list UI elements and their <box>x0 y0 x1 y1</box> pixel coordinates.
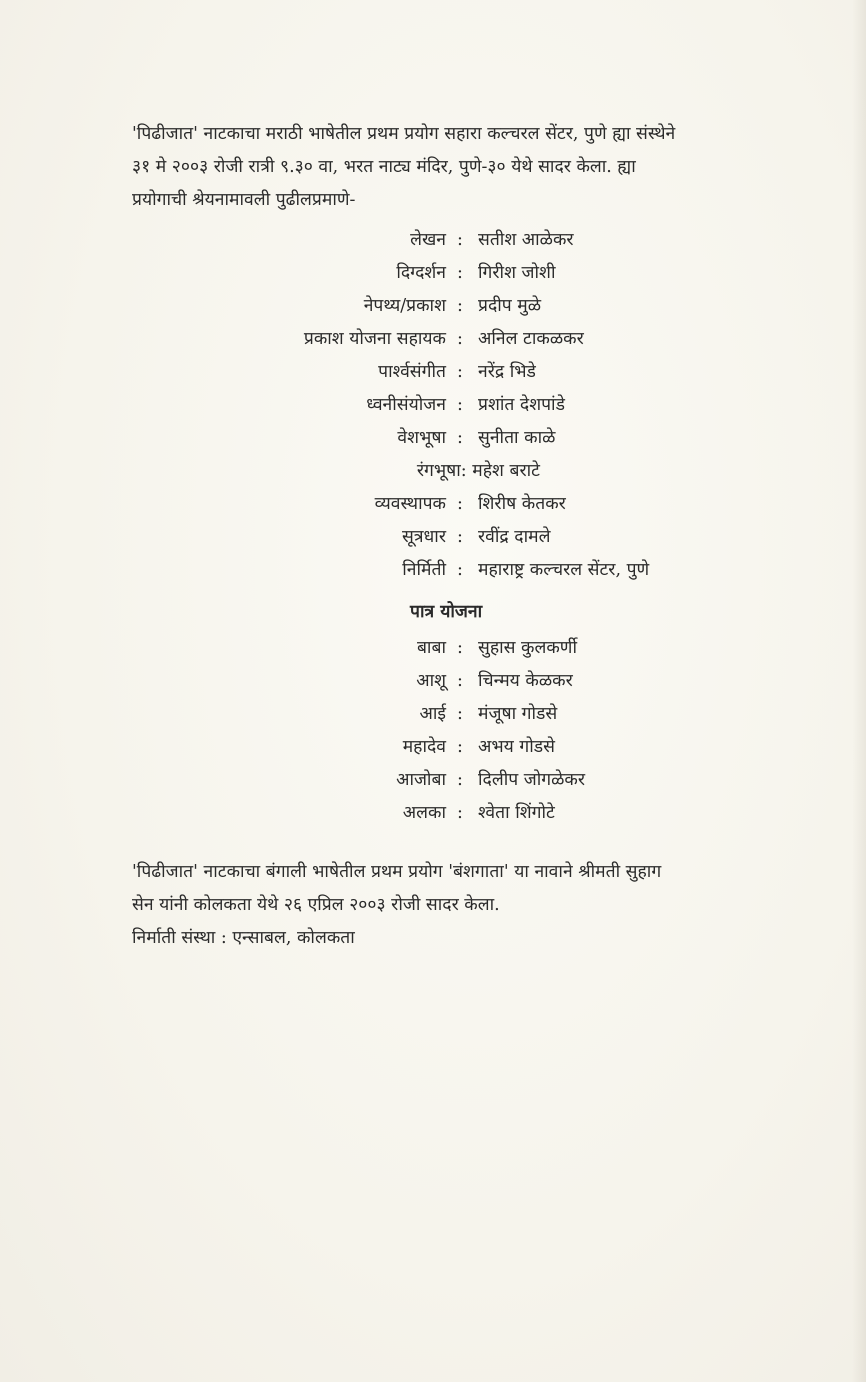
credit-role: पार्श्वसंगीत <box>378 362 446 382</box>
cast-role: बाबा <box>416 638 446 658</box>
cast-separator: : <box>457 638 463 658</box>
credit-separator: : <box>457 263 463 283</box>
credit-inline: रंगभूषा: महेश बराटे <box>416 461 540 481</box>
credit-row <box>0 488 866 521</box>
outro-line: 'पिढीजात' नाटकाचा बंगाली भाषेतील प्रथम प्रयोग 'बंशगाता' या नावाने श्रीमती सुहाग <box>132 862 662 882</box>
credit-name: नरेंद्र भिडे <box>478 362 536 382</box>
credit-row <box>0 422 866 455</box>
credit-row <box>0 224 866 257</box>
credit-separator: : <box>457 395 463 415</box>
cast-role: आशू <box>416 671 446 691</box>
credit-row <box>0 554 866 587</box>
cast-name: दिलीप जोगळेकर <box>478 770 585 790</box>
credit-separator: : <box>457 230 463 250</box>
credit-role: निर्मिती <box>402 560 446 580</box>
credit-name: सतीश आळेकर <box>478 230 574 250</box>
credit-row <box>0 323 866 356</box>
credit-role: वेशभूषा <box>397 428 446 448</box>
intro-line: 'पिढीजात' नाटकाचा मराठी भाषेतील प्रथम प्रयोग सहारा कल्चरल सेंटर, पुणे ह्या संस्थेने <box>132 124 676 144</box>
outro-line: सेन यांनी कोलकता येथे २६ एप्रिल २००३ रोजी सादर केला. <box>132 895 500 915</box>
outro-paragraph <box>132 856 812 955</box>
cast-row <box>0 764 866 797</box>
cast-name: अभय गोडसे <box>478 737 555 757</box>
cast-separator: : <box>457 737 463 757</box>
intro-paragraph <box>132 118 812 217</box>
credit-role: सूत्रधार <box>402 527 446 547</box>
credit-separator: : <box>457 296 463 316</box>
credit-role: प्रकाश योजना सहायक <box>303 329 446 349</box>
cast-name: श्वेता शिंगोटे <box>478 803 555 823</box>
credit-name: शिरीष केतकर <box>478 494 566 514</box>
credit-separator: : <box>457 362 463 382</box>
credit-row <box>0 455 866 488</box>
intro-line: प्रयोगाची श्रेयनामावली पुढीलप्रमाणे- <box>132 190 356 210</box>
credit-separator: : <box>457 494 463 514</box>
credit-separator: : <box>457 560 463 580</box>
cast-row <box>0 665 866 698</box>
credit-name: गिरीश जोशी <box>478 263 556 283</box>
cast-role: अलका <box>402 803 446 823</box>
cast-name: सुहास कुलकर्णी <box>478 638 577 658</box>
credit-role: नेपथ्य/प्रकाश <box>363 296 446 316</box>
credit-row <box>0 356 866 389</box>
cast-row <box>0 632 866 665</box>
cast-separator: : <box>457 803 463 823</box>
cast-separator: : <box>457 671 463 691</box>
cast-role: महादेव <box>402 737 446 757</box>
credit-name: अनिल टाकळकर <box>478 329 584 349</box>
cast-role: आई <box>419 704 446 724</box>
credit-separator: : <box>457 428 463 448</box>
cast-row <box>0 698 866 731</box>
cast-row <box>0 797 866 830</box>
credit-row <box>0 521 866 554</box>
credit-name: प्रदीप मुळे <box>478 296 542 316</box>
credit-role: लेखन <box>410 230 446 250</box>
cast-separator: : <box>457 704 463 724</box>
credit-name: प्रशांत देशपांडे <box>478 395 565 415</box>
cast-row <box>0 731 866 764</box>
credit-row <box>0 290 866 323</box>
credit-separator: : <box>457 527 463 547</box>
credit-separator: : <box>457 329 463 349</box>
credit-role: दिग्दर्शन <box>396 263 446 283</box>
credit-row <box>0 257 866 290</box>
credit-name: महाराष्ट्र कल्चरल सेंटर, पुणे <box>478 560 650 580</box>
credit-name: सुनीता काळे <box>478 428 556 448</box>
outro-line: निर्माती संस्था : एन्साबल, कोलकता <box>132 928 355 948</box>
credit-role: ध्वनीसंयोजन <box>366 395 446 415</box>
credit-name: रवींद्र दामले <box>478 527 551 547</box>
cast-heading: पात्र योजना <box>410 602 483 622</box>
cast-name: चिन्मय केळकर <box>478 671 573 691</box>
cast-name: मंजूषा गोडसे <box>478 704 558 724</box>
credit-role: व्यवस्थापक <box>374 494 446 514</box>
cast-role: आजोबा <box>396 770 446 790</box>
intro-line: ३१ मे २००३ रोजी रात्री ९.३० वा, भरत नाट्य मंदिर, पुणे-३० येथे सादर केला. ह्या <box>132 157 636 177</box>
credit-row <box>0 389 866 422</box>
cast-separator: : <box>457 770 463 790</box>
